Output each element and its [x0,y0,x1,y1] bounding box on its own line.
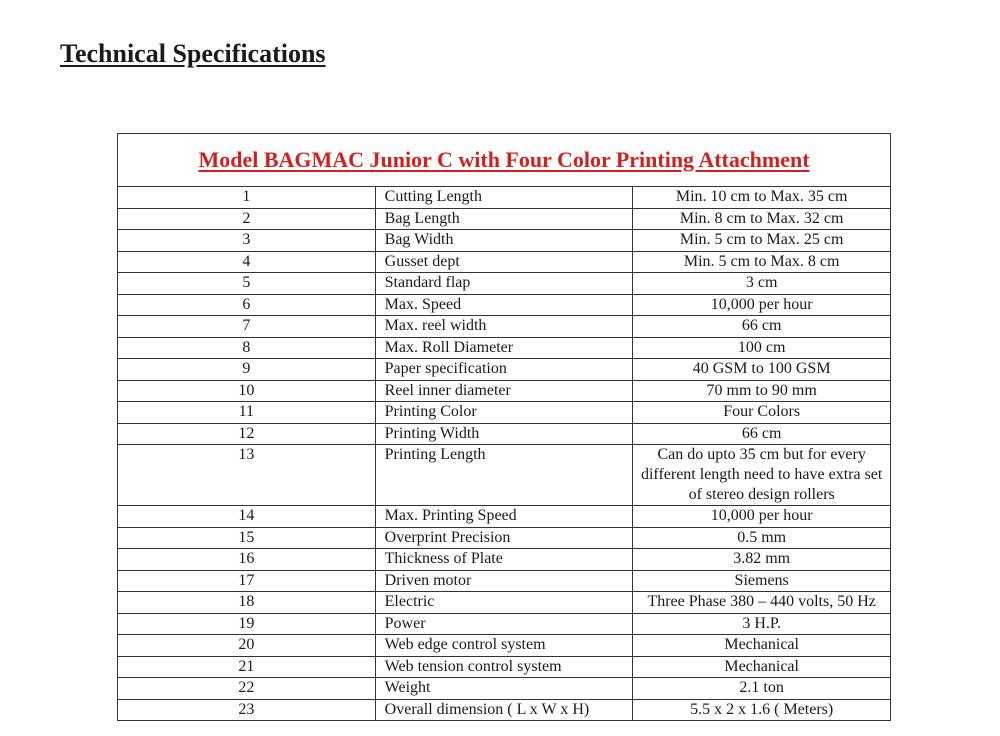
row-number: 7 [118,316,376,338]
row-number: 23 [118,699,376,721]
table-row [118,273,891,295]
row-number: 15 [118,527,376,549]
table-row [118,316,891,338]
parameter-value: 66 cm [633,423,891,445]
parameter-name: Paper specification [375,359,633,381]
table-row [118,230,891,252]
parameter-value: Min. 8 cm to Max. 32 cm [633,208,891,230]
parameter-value: 10,000 per hour [633,294,891,316]
spec-table [117,133,891,721]
table-row [118,635,891,657]
table-row [118,592,891,614]
table-row [118,656,891,678]
model-heading: Model BAGMAC Junior C with Four Color Printing Attachment [198,146,810,172]
row-number: 17 [118,570,376,592]
parameter-value: 40 GSM to 100 GSM [633,359,891,381]
parameter-value: 3.82 mm [633,549,891,571]
parameter-name: Printing Length [375,445,633,506]
parameter-name: Max. Speed [375,294,633,316]
parameter-value: Four Colors [633,402,891,424]
row-number: 4 [118,251,376,273]
parameter-value: Three Phase 380 – 440 volts, 50 Hz [633,592,891,614]
parameter-value: Siemens [633,570,891,592]
row-number: 11 [118,402,376,424]
row-number: 6 [118,294,376,316]
table-row [118,187,891,209]
parameter-value: Min. 5 cm to Max. 25 cm [633,230,891,252]
row-number: 14 [118,506,376,528]
table-row [118,337,891,359]
parameter-value: Mechanical [633,656,891,678]
parameter-name: Reel inner diameter [375,380,633,402]
parameter-name: Thickness of Plate [375,549,633,571]
parameter-value: 10,000 per hour [633,506,891,528]
parameter-name: Max. Printing Speed [375,506,633,528]
row-number: 8 [118,337,376,359]
parameter-value: Can do upto 35 cm but for every different length need to have extra set of stereo design rollers [633,445,891,506]
table-row [118,359,891,381]
row-number: 18 [118,592,376,614]
row-number: 13 [118,445,376,506]
parameter-name: Overall dimension ( L x W x H) [375,699,633,721]
table-row [118,423,891,445]
table-row [118,678,891,700]
table-row [118,251,891,273]
row-number: 1 [118,187,376,209]
parameter-name: Driven motor [375,570,633,592]
parameter-name: Max. Roll Diameter [375,337,633,359]
row-number: 9 [118,359,376,381]
table-row [118,294,891,316]
parameter-value: Mechanical [633,635,891,657]
parameter-name: Standard flap [375,273,633,295]
parameter-value: 0.5 mm [633,527,891,549]
parameter-value: 70 mm to 90 mm [633,380,891,402]
table-row [118,549,891,571]
row-number: 19 [118,613,376,635]
parameter-value: 100 cm [633,337,891,359]
table-row [118,699,891,721]
row-number: 3 [118,230,376,252]
page-title: Technical Specifications [60,39,326,68]
row-number: 12 [118,423,376,445]
table-row [118,506,891,528]
parameter-name: Printing Color [375,402,633,424]
parameter-name: Bag Width [375,230,633,252]
parameter-name: Web tension control system [375,656,633,678]
parameter-value: Min. 10 cm to Max. 35 cm [633,187,891,209]
parameter-name: Bag Length [375,208,633,230]
parameter-value: 66 cm [633,316,891,338]
parameter-value: 3 cm [633,273,891,295]
table-row [118,613,891,635]
parameter-name: Electric [375,592,633,614]
parameter-name: Weight [375,678,633,700]
parameter-name: Power [375,613,633,635]
parameter-name: Printing Width [375,423,633,445]
table-row [118,527,891,549]
model-heading-cell [118,134,891,187]
row-number: 20 [118,635,376,657]
table-row [118,570,891,592]
parameter-value: 5.5 x 2 x 1.6 ( Meters) [633,699,891,721]
row-number: 22 [118,678,376,700]
parameter-name: Overprint Precision [375,527,633,549]
row-number: 5 [118,273,376,295]
spec-table-body [118,134,891,721]
table-row [118,208,891,230]
parameter-name: Max. reel width [375,316,633,338]
row-number: 16 [118,549,376,571]
parameter-value: Min. 5 cm to Max. 8 cm [633,251,891,273]
parameter-name: Cutting Length [375,187,633,209]
parameter-value: 3 H.P. [633,613,891,635]
parameter-value: 2.1 ton [633,678,891,700]
table-row [118,445,891,506]
row-number: 2 [118,208,376,230]
model-heading-row [118,134,891,187]
parameter-name: Web edge control system [375,635,633,657]
row-number: 21 [118,656,376,678]
table-row [118,380,891,402]
table-row [118,402,891,424]
parameter-name: Gusset dept [375,251,633,273]
row-number: 10 [118,380,376,402]
